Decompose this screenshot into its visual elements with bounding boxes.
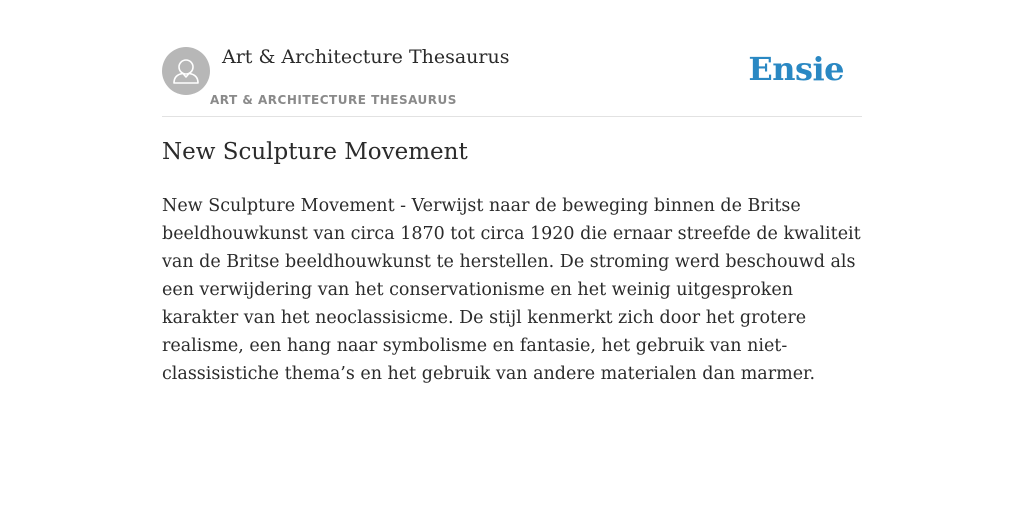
source-title[interactable]: Art & Architecture Thesaurus <box>222 46 510 68</box>
avatar[interactable] <box>162 47 210 95</box>
user-icon <box>162 47 210 95</box>
article-body: New Sculpture Movement - Verwijst naar de beweging binnen de Britse beeldhouwkunst van circa 1870 tot circa 1920 die ernaar streefde de kwaliteit van de Britse beeldhouwkunst te herstellen. De stroming werd beschouwd als een verwijdering van het conservationisme en het weinig uitgesproken karakter van het neoclassisicme. De stijl kenmerkt zich door het grotere realisme, een hang naar symbolisme en fantasie, het gebruik van niet-classisistiche thema’s en het gebruik van andere materialen dan marmer. <box>162 196 861 384</box>
source-subtitle[interactable]: ART & ARCHITECTURE THESAURUS <box>210 93 457 107</box>
ensie-logo[interactable]: Ensie <box>748 50 844 88</box>
source-header <box>162 44 862 117</box>
article-title: New Sculpture Movement <box>162 139 468 165</box>
